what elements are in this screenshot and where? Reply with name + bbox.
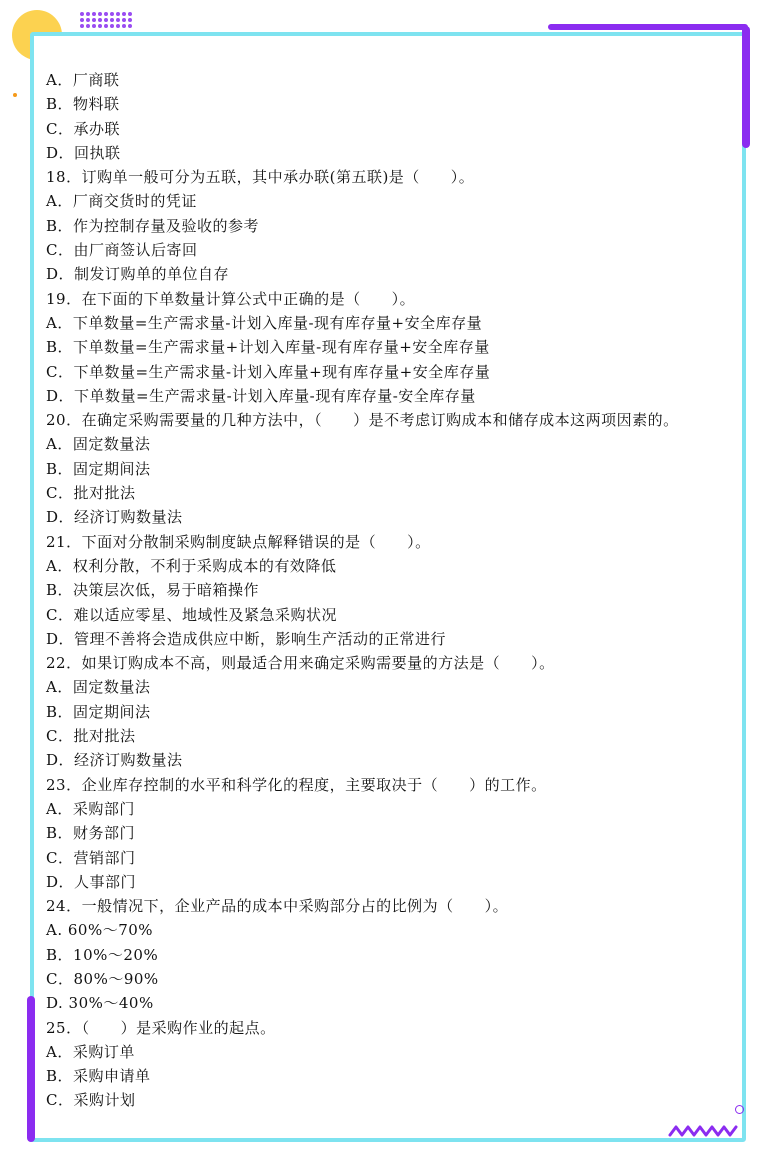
text-line: C．由厂商签认后寄回 [46, 241, 198, 260]
text-line: D．经济订购数量法 [46, 751, 183, 770]
decorative-purple-bar-top [548, 24, 748, 30]
text-line: A．采购部门 [46, 799, 135, 818]
text-line: B．下单数量=生产需求量+计划入库量-现有库存量+安全库存量 [46, 338, 490, 357]
text-line: D．下单数量=生产需求量-计划入库量-现有库存量-安全库存量 [46, 386, 476, 405]
text-line: B．物料联 [46, 95, 120, 114]
text-line: D. 30%～40% [46, 994, 154, 1013]
question-22: 22．如果订购成本不高，则最适合用来确定采购需要量的方法是（ ）。 [46, 654, 555, 673]
text-line: A．权利分散，不利于采购成本的有效降低 [46, 556, 337, 575]
text-line: A. 60%～70% [46, 921, 154, 940]
text-line: D．经济订购数量法 [46, 508, 183, 527]
text-line: A．厂商交货时的凭证 [46, 192, 197, 211]
question-23: 23．企业库存控制的水平和科学化的程度，主要取决于（ ）的工作。 [46, 775, 547, 794]
question-list [46, 68, 746, 1113]
text-line: B．作为控制存量及验收的参考 [46, 216, 260, 235]
text-line: D．制发订购单的单位自存 [46, 265, 230, 284]
question-24: 24．一般情况下，企业产品的成本中采购部分占的比例为（ ）。 [46, 897, 509, 916]
text-line: D．回执联 [46, 143, 121, 162]
text-line: D．管理不善将会造成供应中断，影响生产活动的正常进行 [46, 629, 447, 648]
question-25: 25．（ ）是采购作业的起点。 [46, 1018, 276, 1037]
text-line: A．厂商联 [46, 71, 120, 89]
text-line: C．承办联 [46, 119, 120, 138]
text-line: A．下单数量=生产需求量-计划入库量-现有库存量+安全库存量 [46, 313, 483, 332]
text-line: B．固定期间法 [46, 702, 151, 721]
text-line: A．固定数量法 [46, 678, 151, 697]
question-18: 18．订购单一般可分为五联，其中承办联(第五联)是（ ）。 [46, 168, 475, 187]
text-line: B．固定期间法 [46, 459, 151, 478]
text-line: B．财务部门 [46, 824, 136, 843]
question-21: 21．下面对分散制采购制度缺点解释错误的是（ ）。 [46, 532, 431, 551]
text-line: A．采购订单 [46, 1042, 135, 1061]
text-line: A．固定数量法 [46, 435, 151, 454]
text-line: C．营销部门 [46, 848, 136, 867]
text-line: B．采购申请单 [46, 1067, 151, 1086]
text-line: C．难以适应零星、地域性及紧急采购状况 [46, 605, 337, 624]
text-line: B．决策层次低，易于暗箱操作 [46, 581, 260, 600]
text-line: D．人事部门 [46, 872, 137, 891]
text-line: C．批对批法 [46, 484, 136, 503]
decorative-dot-grid [80, 12, 132, 28]
text-line: C．80%～90% [46, 969, 159, 988]
question-19: 19．在下面的下单数量计算公式中正确的是（ ）。 [46, 289, 416, 308]
text-line: C．批对批法 [46, 727, 136, 746]
decorative-purple-bar-left [27, 996, 35, 1142]
decorative-orange-dot-small [13, 93, 17, 97]
text-line: B．10%～20% [46, 945, 159, 964]
question-20: 20．在确定采购需要量的几种方法中，（ ）是不考虑订购成本和储存成本这两项因素的。 [46, 411, 679, 430]
decorative-zigzag [668, 1124, 740, 1138]
text-line: C．下单数量=生产需求量-计划入库量+现有库存量+安全库存量 [46, 362, 491, 381]
text-line: C．采购计划 [46, 1091, 136, 1110]
